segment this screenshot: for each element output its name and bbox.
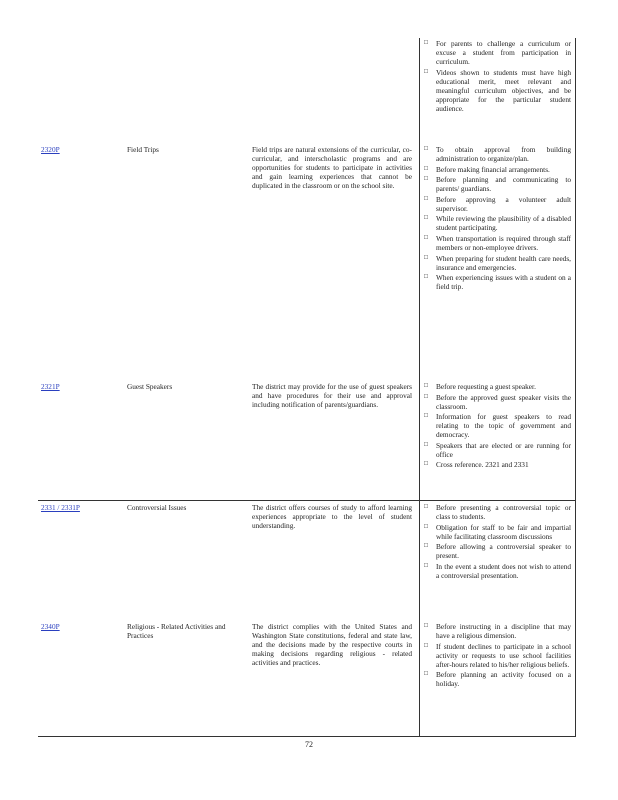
policy-description: The district may provide for the use of guest speakers and have procedures for their use and approval including notification of parents/guardians. [252, 382, 412, 410]
policy-title: Guest Speakers [127, 382, 173, 391]
considerations-list [424, 382, 571, 471]
considerations-list [424, 622, 571, 690]
consideration-item: □ While reviewing the plausibility of a disabled student participating. [424, 214, 571, 232]
consideration-item: □ When experiencing issues with a student on a field trip. [424, 273, 571, 291]
policy-link[interactable]: 2320P [41, 145, 60, 154]
policy-description: The district offers courses of study to afford learning experiences appropriate to the level of student understanding. [252, 503, 412, 531]
right-border [575, 38, 576, 736]
consideration-item: □ Before allowing a controversial speaker to present. [424, 542, 571, 560]
policy-title: Controversial Issues [127, 503, 187, 512]
consideration-item: □ Before instructing in a discipline that may have a religious dimension. [424, 622, 571, 640]
consideration-item: □ Before planning an activity focused on a holiday. [424, 670, 571, 688]
page-number: 72 [305, 740, 313, 749]
consideration-item: □ Before the approved guest speaker visits the classroom. [424, 393, 571, 411]
column-divider [419, 38, 420, 736]
table-bottom-border [38, 736, 576, 737]
consideration-item: □ Before making financial arrangements. [424, 165, 571, 174]
policy-link[interactable]: 2331 / 2331P [41, 503, 80, 512]
policy-description: The district complies with the United States and Washington State constitutions, federal and state law, and the decisions made by the respective courts in making decisions regarding religious - related activities and practices. [252, 622, 412, 668]
policy-link[interactable]: 2321P [41, 382, 60, 391]
policy-link[interactable]: 2340P [41, 622, 60, 631]
consideration-item: □ Obligation for staff to be fair and impartial while facilitating classroom discussions [424, 523, 571, 541]
considerations-list [424, 39, 571, 115]
consideration-item: □ If student declines to participate in a school activity or requests to use school facilities after-hours related to his/her religious beliefs. [424, 642, 571, 669]
consideration-item: □ Information for guest speakers to read relating to the topic of government and democracy. [424, 412, 571, 439]
considerations-list [424, 145, 571, 293]
consideration-item: □ Before approving a volunteer adult supervisor. [424, 195, 571, 213]
consideration-item: □ Before planning and communicating to parents/ guardians. [424, 175, 571, 193]
consideration-item: □ When preparing for student health care needs, insurance and emergencies. [424, 254, 571, 272]
consideration-item: □ To obtain approval from building administration to organize/plan. [424, 145, 571, 163]
policy-title: Religious - Related Activities and Practices [127, 622, 226, 641]
consideration-item: □ Videos shown to students must have high educational merit, meet relevant and meaningful curriculum objectives, and be appropriate for the particular student audience. [424, 68, 571, 114]
considerations-list [424, 503, 571, 581]
consideration-item: □ Before presenting a controversial topic or class to students. [424, 503, 571, 521]
consideration-item: □ In the event a student does not wish to attend a controversial presentation. [424, 562, 571, 580]
consideration-item: □ For parents to challenge a curriculum or excuse a student from participation in curriculum. [424, 39, 571, 66]
consideration-item: □ Cross reference. 2321 and 2331 [424, 460, 571, 469]
consideration-item: □ Before requesting a guest speaker. [424, 382, 571, 391]
consideration-item: □ When transportation is required through staff members or non-employee drivers. [424, 234, 571, 252]
policy-description: Field trips are natural extensions of the curricular, co-curricular, and interscholastic programs and are opportunities for students to participate in activities and gain learning experiences that cannot be duplicated in the classroom or on the school site. [252, 145, 412, 191]
row-divider [38, 500, 576, 501]
policy-title: Field Trips [127, 145, 159, 154]
consideration-item: □ Speakers that are elected or are running for office [424, 441, 571, 459]
